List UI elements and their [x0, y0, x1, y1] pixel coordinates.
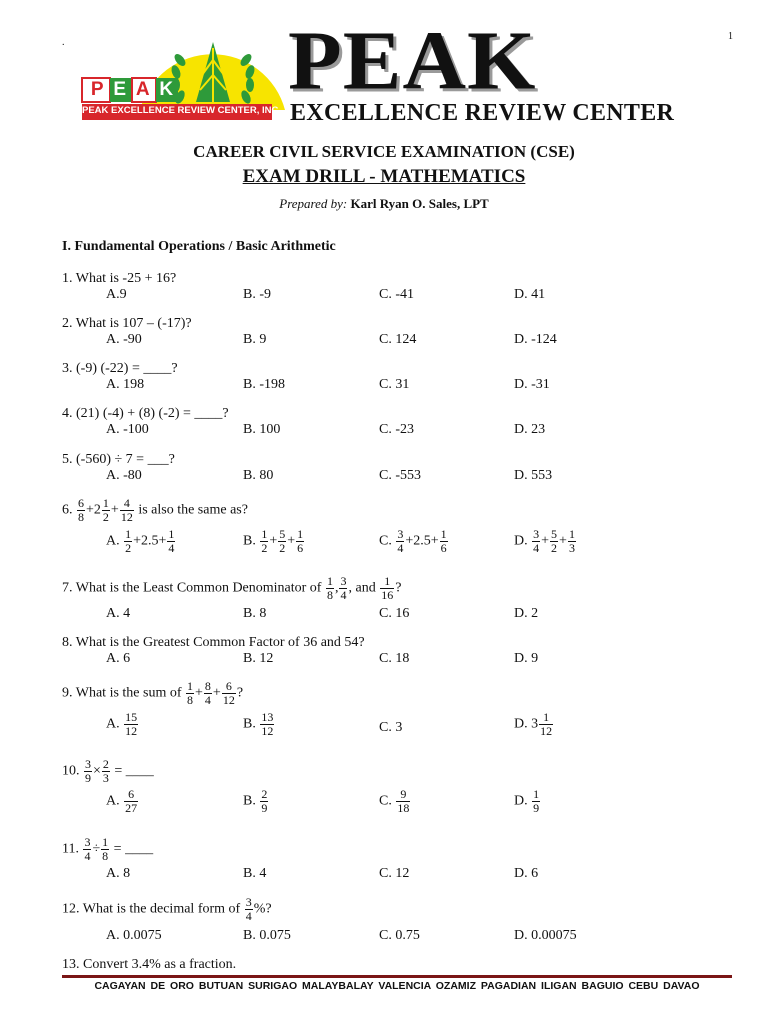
q6-option-a: A. $\frac{1}{2}$ +2.5+ $\frac{1}{4}$: [106, 527, 175, 555]
section-title: I. Fundamental Operations / Basic Arithmetic: [62, 239, 336, 254]
q11-option-b: B. 4: [243, 866, 267, 881]
q2-option-d: D. -124: [514, 332, 557, 347]
q3-option-b: B. -198: [243, 377, 285, 392]
page-number: 1: [728, 31, 733, 42]
q8-option-d: D. 9: [514, 651, 539, 666]
q6-option-c: C. $\frac{3}{4}$ +2.5+ $\frac{1}{6}$: [379, 527, 447, 555]
question-13: 13. Convert 3.4% as a fraction.: [62, 957, 237, 972]
question-3: 3. (-9) (-22) = ____?: [62, 361, 178, 376]
q12-option-d: D. 0.00075: [514, 928, 577, 943]
q8-option-b: B. 12: [243, 651, 274, 666]
exam-title: CAREER CIVIL SERVICE EXAMINATION (CSE): [193, 142, 575, 161]
question-6: 6. $\frac{6}{8}$ +2 $\frac{1}{2}$ + $\frac{4}{12}$ is also the same as?: [62, 496, 248, 524]
q4-option-c: C. -23: [379, 422, 414, 437]
q5-option-d: D. 553: [514, 468, 553, 483]
q4-option-a: A. -100: [106, 422, 149, 437]
q5-option-a: A. -80: [106, 468, 142, 483]
footer-divider: [62, 975, 732, 978]
q1-option-b: B. -9: [243, 287, 271, 302]
q6-number: 6.: [62, 502, 73, 518]
question-11: 11. $\frac{3}{4}$ ÷ $\frac{1}{8}$ = ____: [62, 835, 154, 863]
footer-branches: CAGAYAN DE ORO BUTUAN SURIGAO MALAYBALAY VALENCIA OZAMIZ PAGADIAN ILIGAN BAGUIO CEBU DAVAO: [94, 980, 700, 992]
peak-logo: [80, 30, 290, 125]
brand-title: PEAK: [288, 15, 537, 108]
q5-option-b: B. 80: [243, 468, 274, 483]
q10-option-c: C. $\frac{9}{18}$: [379, 787, 410, 815]
brand-subtitle: EXCELLENCE REVIEW CENTER: [290, 100, 675, 126]
question-5: 5. (-560) ÷ 7 = ___?: [62, 452, 175, 467]
q4-option-d: D. 23: [514, 422, 546, 437]
q9-option-c: C. 3: [379, 720, 403, 735]
question-10: 10. $\frac{3}{9}$ × $\frac{2}{3}$ = ____: [62, 757, 154, 785]
question-8: 8. What is the Greatest Common Factor of 36 and 54?: [62, 635, 365, 650]
badge-letters: P E A K: [90, 79, 174, 100]
question-7: 7. What is the Least Common Denominator of $\frac{1}{8}$ , $\frac{3}{4}$ , and $\frac{1}{16}$ ?: [62, 574, 402, 602]
drill-title: EXAM DRILL - MATHEMATICS: [242, 166, 526, 187]
q12-option-c: C. 0.75: [379, 928, 420, 943]
badge-caption: PEAK EXCELLENCE REVIEW CENTER, INC.: [82, 105, 281, 116]
q11-option-d: D. 6: [514, 866, 539, 881]
q3-option-c: C. 31: [379, 377, 410, 392]
stray-mark: .: [62, 37, 65, 48]
q11-option-a: A. 8: [106, 866, 131, 881]
q7-option-b: B. 8: [243, 606, 267, 621]
q8-option-a: A. 6: [106, 651, 131, 666]
q1-option-d: D. 41: [514, 287, 546, 302]
q10-option-a: A. $\frac{6}{27}$: [106, 787, 138, 815]
q7-option-c: C. 16: [379, 606, 410, 621]
q2-option-b: B. 9: [243, 332, 267, 347]
q6-option-b: B. $\frac{1}{2}$ + $\frac{5}{2}$ + $\frac{1}{6}$: [243, 527, 304, 555]
q9-option-a: A. $\frac{15}{12}$: [106, 710, 138, 738]
q11-option-c: C. 12: [379, 866, 410, 881]
q2-option-c: C. 124: [379, 332, 417, 347]
q4-option-b: B. 100: [243, 422, 281, 437]
q1-option-a: A.9: [106, 287, 127, 302]
q9-option-d: D. 3 $\frac{1}{12}$: [514, 710, 553, 738]
q3-option-d: D. -31: [514, 377, 550, 392]
question-1: 1. What is -25 + 16?: [62, 271, 177, 286]
question-2: 2. What is 107 – (-17)?: [62, 316, 192, 331]
q10-option-d: D. $\frac{1}{9}$: [514, 787, 540, 815]
q12-option-b: B. 0.075: [243, 928, 291, 943]
q10-option-b: B. $\frac{2}{9}$: [243, 787, 268, 815]
q7-option-d: D. 2: [514, 606, 539, 621]
q1-option-c: C. -41: [379, 287, 414, 302]
prepared-by: [0, 196, 768, 212]
fraction: $\frac{6}{8}$: [78, 496, 84, 524]
prepared-name: Karl Ryan O. Sales, LPT: [350, 196, 489, 211]
q3-option-a: A. 198: [106, 377, 145, 392]
q7-option-a: A. 4: [106, 606, 131, 621]
prepared-label: Prepared by:: [279, 196, 348, 211]
q5-option-c: C. -553: [379, 468, 421, 483]
question-4: 4. (21) (-4) + (8) (-2) = ____?: [62, 406, 229, 421]
fraction: $\frac{4}{12}$: [120, 496, 133, 524]
q2-option-a: A. -90: [106, 332, 142, 347]
q6-option-d: D. $\frac{3}{4}$ + $\frac{5}{2}$ + $\frac{1}{3}$: [514, 527, 575, 555]
question-9: 9. What is the sum of $\frac{1}{8}$ + $\frac{8}{4}$ + $\frac{6}{12}$ ?: [62, 679, 244, 707]
q12-option-a: A. 0.0075: [106, 928, 162, 943]
q6-tail: is also the same as?: [138, 502, 248, 518]
question-12: 12. What is the decimal form of $\frac{3}{4}$ %?: [62, 895, 272, 923]
fraction: $\frac{1}{2}$: [102, 496, 109, 524]
q8-option-c: C. 18: [379, 651, 410, 666]
q9-option-b: B. $\frac{13}{12}$: [243, 710, 274, 738]
